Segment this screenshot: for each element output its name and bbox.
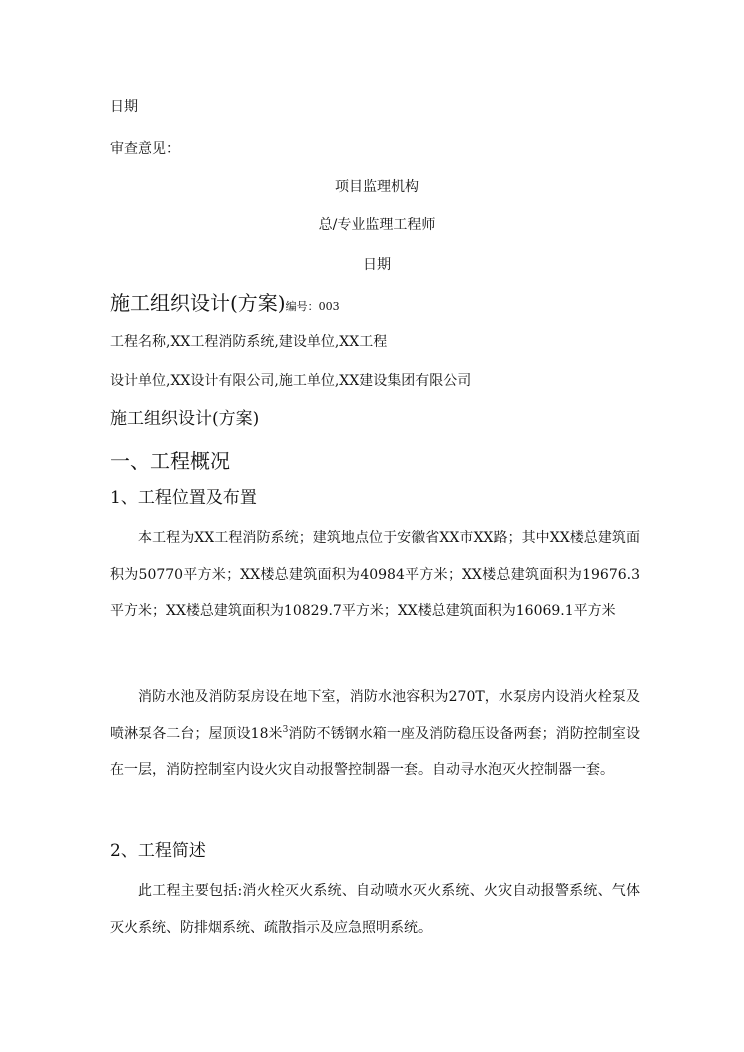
document-title-main: 施工组织设计(方案)	[110, 291, 286, 315]
supervising-engineer-label: 总/专业监理工程师	[318, 217, 436, 233]
paragraph-facilities-part2: 消防不锈钢水箱一座及消防稳压设备两套；消防控制室设在一层，消防控制室内设火灾自动报警控制器一套。自动寻水泡灭火控制器一套。	[110, 725, 640, 778]
design-unit-line: 设计单位,XX设计有限公司,施工单位,XX建设集团有限公司	[110, 373, 472, 389]
section-heading-overview: 一、工程概况	[110, 449, 230, 473]
supervision-org-label: 项目监理机构	[335, 179, 419, 195]
document-subtitle: 施工组织设计(方案)	[110, 409, 260, 429]
section-heading-location: 1、工程位置及布置	[110, 488, 257, 508]
date-label: 日期	[110, 99, 138, 115]
review-opinion-label: 审查意见：	[110, 141, 180, 157]
paragraph-summary: 此工程主要包括:消火栓灭火系统、自动喷水灭火系统、火灾自动报警系统、气体灭火系统、防排烟系统、疏散指示及应急照明系统。	[110, 883, 640, 936]
date-label-2: 日期	[363, 257, 391, 273]
paragraph-location: 本工程为XX工程消防系统；建筑地点位于安徽省XX市XX路；其中XX楼总建筑面积为50770平方米；XX楼总建筑面积为40984平方米；XX楼总建筑面积为19676.3平方米；XX楼总建筑面积为10829.7平方米；XX楼总建筑面积为16069.1平方米	[110, 530, 640, 619]
section-heading-summary: 2、工程简述	[110, 841, 206, 861]
document-title	[110, 290, 644, 317]
paragraph-facilities-part1: 消防水池及消防泵房设在地下室，消防水池容积为270T，水泵房内设消火栓泵及喷淋泵各二台；屋顶设18米	[110, 689, 640, 742]
document-number: 编号：003	[285, 300, 340, 313]
paragraph-facilities	[110, 679, 640, 789]
project-info-line: 工程名称,XX工程消防系统,建设单位,XX工程	[110, 334, 388, 350]
cubic-superscript: 3	[282, 724, 289, 735]
